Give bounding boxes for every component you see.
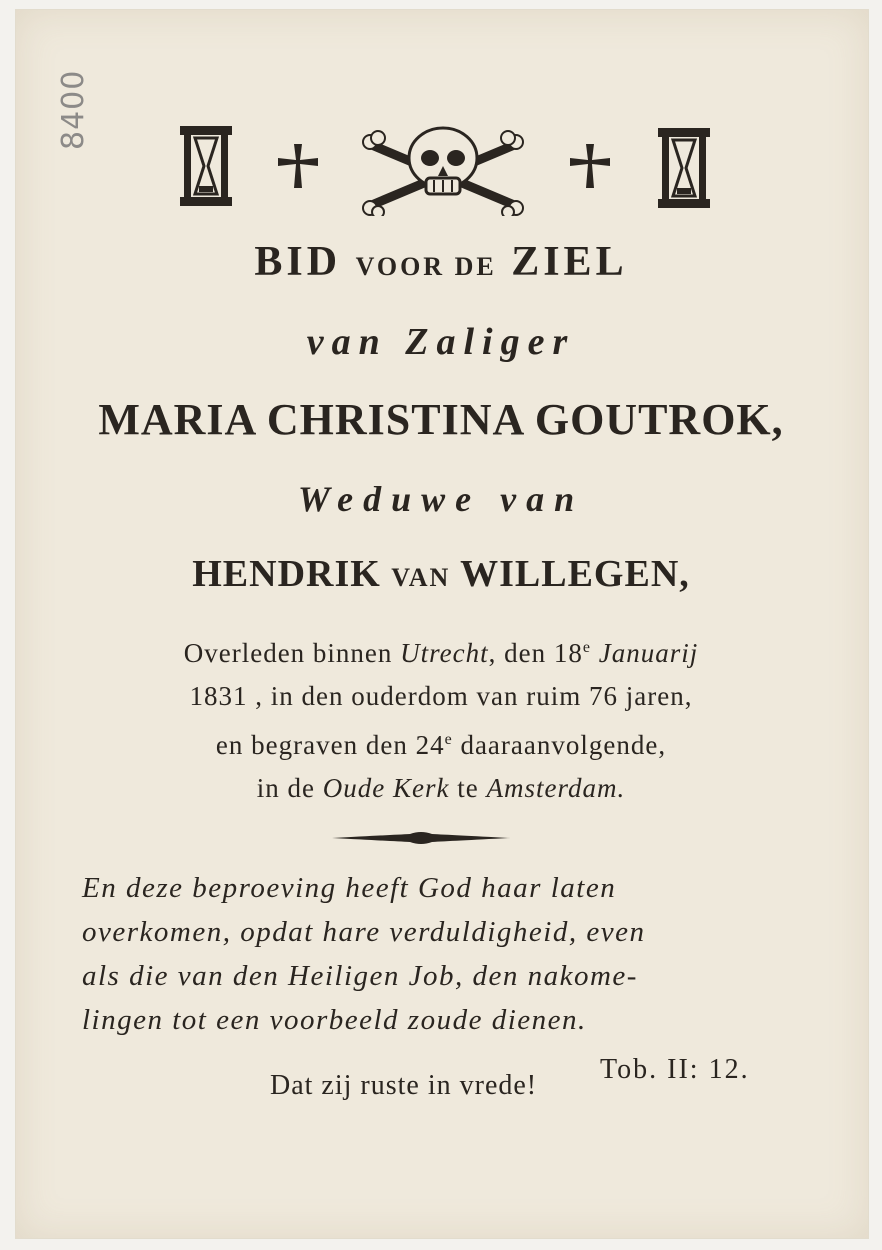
details-line-2: 1831 , in den ouderdom van ruim 76 jaren,: [189, 681, 693, 711]
spouse-last: WILLEGEN,: [460, 553, 690, 595]
quote-line: lingen tot een voorbeeld zoude dienen.: [82, 1004, 587, 1036]
death-details: [0, 626, 882, 810]
details-city: Amsterdam.: [486, 773, 626, 803]
details-church: Oude Kerk: [322, 773, 450, 803]
closing-prayer: Dat zij ruste in vrede!: [270, 1070, 538, 1101]
hourglass-icon: [178, 124, 234, 208]
scripture-quote: [82, 866, 802, 1042]
details-line-3: [0, 718, 882, 767]
ornament-row: [0, 122, 882, 217]
cross-icon: [566, 142, 614, 190]
heading-voor-de: VOOR DE: [355, 252, 497, 281]
details-month: Januarij: [591, 638, 699, 668]
hourglass-icon: [656, 126, 712, 210]
spouse-van: VAN: [391, 563, 451, 592]
skull-crossbones-icon: [360, 124, 526, 216]
quote-line: En deze beproeving heeft God haar laten: [82, 872, 617, 904]
spouse-name: [0, 552, 882, 596]
details-sup: e: [582, 639, 591, 656]
details-text: te: [449, 773, 487, 803]
spouse-first: HENDRIK: [192, 553, 381, 595]
scripture-reference: Tob. II: 12.: [600, 1054, 750, 1085]
details-text: , den 18: [488, 638, 583, 668]
details-text: in de: [256, 773, 323, 803]
details-text: en begraven den 24: [215, 730, 445, 760]
details-sup: e: [444, 731, 453, 748]
quote-line: als die van den Heiligen Job, den nakome-: [82, 960, 638, 992]
ornamental-divider: [330, 828, 512, 848]
quote-line: overkomen, opdat hare verduldigheid, even: [82, 916, 646, 948]
cross-icon: [274, 142, 322, 190]
heading-ziel: ZIEL: [511, 239, 628, 285]
details-text: daaraanvolgende,: [452, 730, 667, 760]
heading-bid: BID: [254, 239, 342, 285]
details-city: Utrecht: [400, 638, 489, 668]
heading: [0, 238, 882, 286]
deceased-name: MARIA CHRISTINA GOUTROK,: [98, 395, 784, 444]
details-line-4: [0, 767, 882, 810]
relation: Weduwe van: [297, 479, 585, 519]
details-line-1: [0, 626, 882, 675]
subtitle: van Zaliger: [306, 321, 576, 363]
archive-number: 8400: [56, 69, 91, 150]
details-text: Overleden binnen: [183, 638, 401, 668]
